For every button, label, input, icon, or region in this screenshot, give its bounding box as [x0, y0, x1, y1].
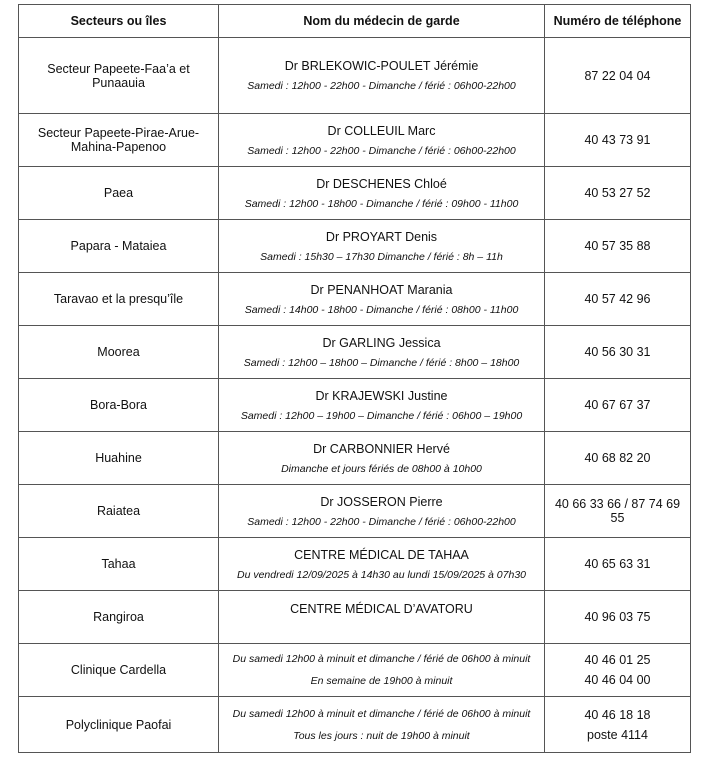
phone-cell: 40 57 42 96: [545, 273, 691, 326]
sector-cell: Secteur Papeete-Pirae-Arue-Mahina-Papenoo: [19, 114, 219, 167]
on-call-doctors-table: [18, 4, 691, 753]
doctor-cell: [219, 379, 545, 432]
sector-cell: Taravao et la presqu’île: [19, 273, 219, 326]
doctor-name: Dr PENANHOAT Marania: [310, 282, 453, 297]
phone-cell: 40 66 33 66 / 87 74 69 55: [545, 485, 691, 538]
doctor-cell: [219, 591, 545, 644]
table-row: [19, 167, 691, 220]
sector-cell: Papara - Mataiea: [19, 220, 219, 273]
on-call-hours: Du samedi 12h00 à minuit et dimanche / férié de 06h00 à minuit: [232, 707, 531, 720]
hours-cell: [219, 697, 545, 753]
on-call-hours: Du samedi 12h00 à minuit et dimanche / férié de 06h00 à minuit: [232, 653, 531, 665]
table-row: [19, 326, 691, 379]
on-call-hours: Samedi : 12h00 – 19h00 – Dimanche / férié : 06h00 – 19h00: [240, 409, 523, 422]
header-phone: Numéro de téléphone: [545, 5, 691, 38]
phone-cell: 40 56 30 31: [545, 326, 691, 379]
phone-cell: 40 68 82 20: [545, 432, 691, 485]
on-call-hours: Samedi : 14h00 - 18h00 - Dimanche / férié : 08h00 - 11h00: [244, 303, 519, 316]
phone-cell: 40 57 35 88: [545, 220, 691, 273]
phone-cell: 40 43 73 91: [545, 114, 691, 167]
sector-cell: Clinique Cardella: [19, 644, 219, 697]
sector-cell: Moorea: [19, 326, 219, 379]
on-call-hours: Samedi : 12h00 - 22h00 - Dimanche / férié : 06h00-22h00: [247, 80, 516, 92]
doctor-name: CENTRE MÉDICAL DE TAHAA: [294, 547, 469, 562]
on-call-hours: Du vendredi 12/09/2025 à 14h30 au lundi 15/09/2025 à 07h30: [237, 568, 526, 581]
phone-cell: 87 22 04 04: [545, 38, 691, 114]
phone-cell: [545, 697, 691, 753]
doctor-cell: [219, 538, 545, 591]
doctor-name: Dr PROYART Denis: [325, 229, 438, 244]
weekday-hours: En semaine de 19h00 à minuit: [310, 675, 453, 687]
table-row: [19, 273, 691, 326]
sector-cell: Paea: [19, 167, 219, 220]
phone-number: 40 46 04 00: [584, 673, 651, 687]
doctor-name: Dr BRLEKOWIC-POULET Jérémie: [284, 59, 479, 73]
table-row: [19, 220, 691, 273]
phone-cell: 40 67 67 37: [545, 379, 691, 432]
doctor-cell: [219, 114, 545, 167]
sector-cell: Polyclinique Paofai: [19, 697, 219, 753]
header-sector: Secteurs ou îles: [19, 5, 219, 38]
doctor-cell: [219, 220, 545, 273]
phone-cell: [545, 644, 691, 697]
table-row: [19, 379, 691, 432]
doctor-name: Dr KRAJEWSKI Justine: [315, 388, 448, 403]
doctor-name: Dr GARLING Jessica: [322, 335, 441, 350]
table-row: [19, 38, 691, 114]
sector-cell: Rangiroa: [19, 591, 219, 644]
on-call-hours: Dimanche et jours fériés de 08h00 à 10h00: [281, 462, 482, 475]
phone-number: 40 46 01 25: [584, 653, 651, 667]
table-header-row: [19, 5, 691, 38]
daily-hours: Tous les jours : nuit de 19h00 à minuit: [293, 729, 470, 742]
phone-extension: poste 4114: [587, 727, 648, 742]
doctor-cell: [219, 167, 545, 220]
table-row: [19, 538, 691, 591]
doctor-name: CENTRE MÉDICAL D’AVATORU: [290, 602, 473, 616]
table-row: [19, 697, 691, 753]
doctor-cell: [219, 485, 545, 538]
phone-cell: 40 65 63 31: [545, 538, 691, 591]
phone-cell: 40 96 03 75: [545, 591, 691, 644]
phone-number: 40 46 18 18: [584, 707, 651, 722]
sector-cell: Bora-Bora: [19, 379, 219, 432]
on-call-hours: Samedi : 15h30 – 17h30 Dimanche / férié : 8h – 11h: [260, 250, 503, 263]
doctor-name: Dr CARBONNIER Hervé: [313, 441, 450, 456]
doctor-cell: [219, 38, 545, 114]
on-call-hours: Samedi : 12h00 - 22h00 - Dimanche / férié : 06h00-22h00: [247, 144, 516, 157]
table-row: [19, 485, 691, 538]
header-doctor: Nom du médecin de garde: [219, 5, 545, 38]
phone-cell: 40 53 27 52: [545, 167, 691, 220]
sector-cell: Tahaa: [19, 538, 219, 591]
table-row: [19, 644, 691, 697]
table-row: [19, 114, 691, 167]
doctor-cell: [219, 326, 545, 379]
doctor-name: Dr DESCHENES Chloé: [316, 176, 447, 191]
on-call-hours: Samedi : 12h00 - 22h00 - Dimanche / férié : 06h00-22h00: [247, 515, 516, 528]
table-row: [19, 432, 691, 485]
on-call-hours: Samedi : 12h00 - 18h00 - Dimanche / férié : 09h00 - 11h00: [244, 197, 519, 210]
sector-cell: Raiatea: [19, 485, 219, 538]
table-row: [19, 591, 691, 644]
sector-cell: Huahine: [19, 432, 219, 485]
doctor-name: Dr JOSSERON Pierre: [320, 494, 443, 509]
doctor-cell: [219, 273, 545, 326]
sector-cell: Secteur Papeete-Faa’a et Punaauia: [19, 38, 219, 114]
doctor-cell: [219, 432, 545, 485]
hours-cell: [219, 644, 545, 697]
on-call-hours: Samedi : 12h00 – 18h00 – Dimanche / férié : 8h00 – 18h00: [243, 356, 520, 369]
doctor-name: Dr COLLEUIL Marc: [327, 123, 436, 138]
